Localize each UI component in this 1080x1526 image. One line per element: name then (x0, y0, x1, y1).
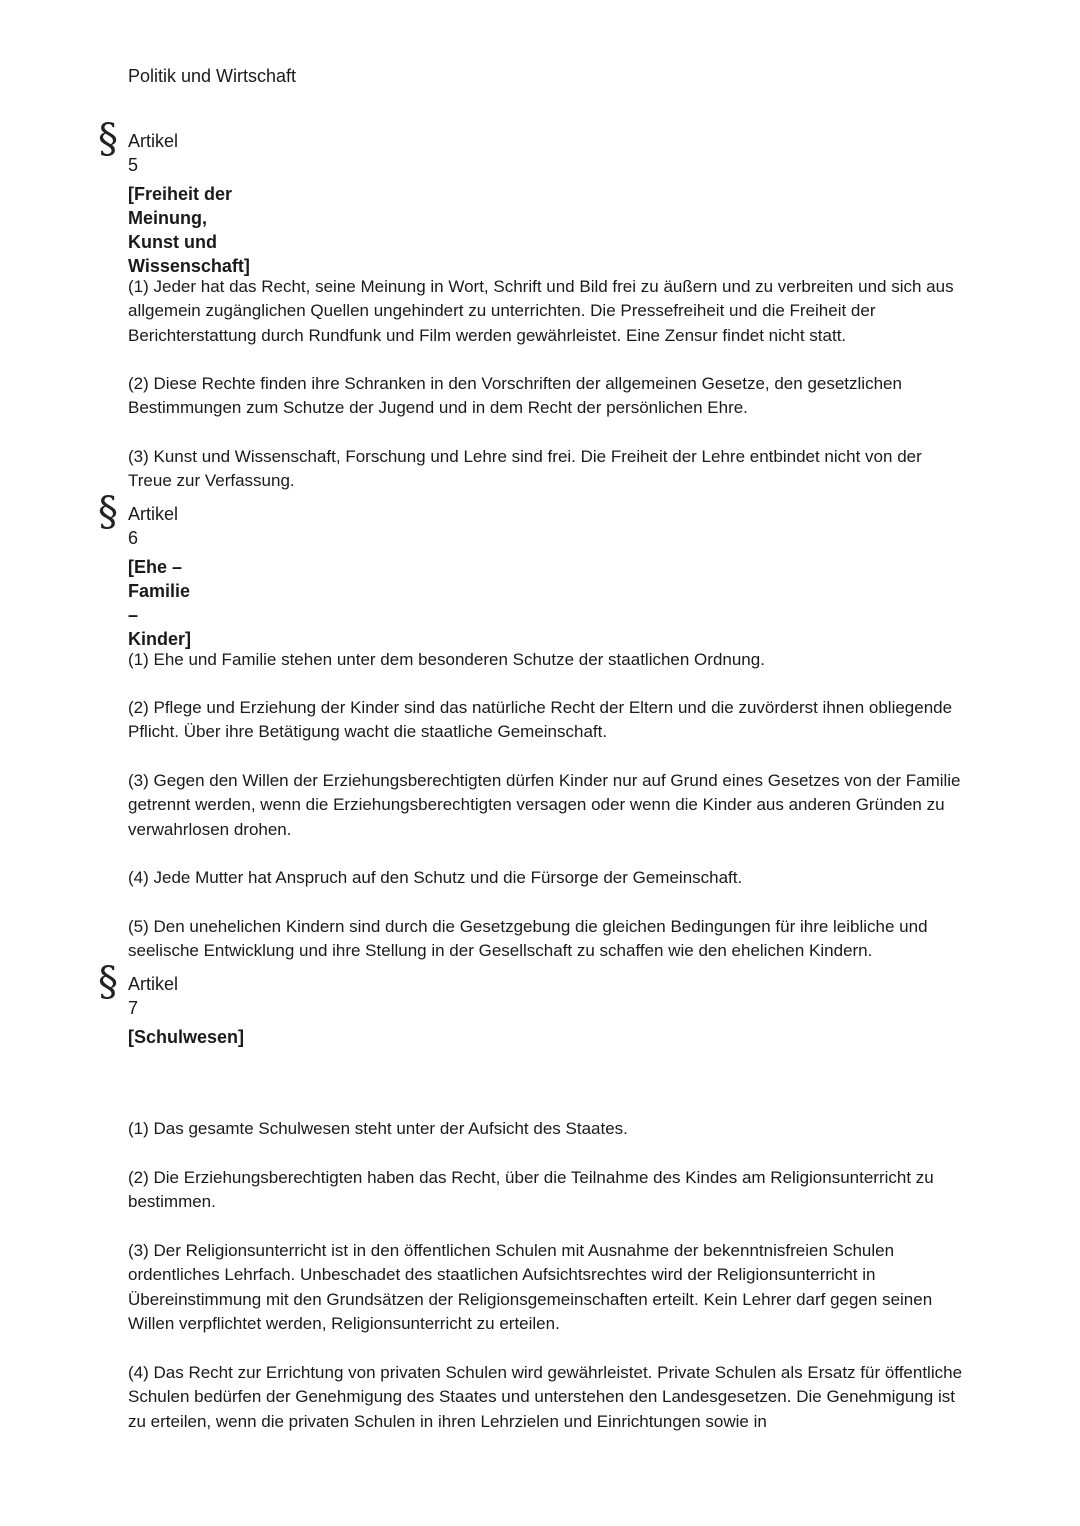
paragraph-sign-icon: § (98, 489, 118, 535)
article-6-paragraph-5: (5) Den unehelichen Kindern sind durch die Gesetzgebung die gleichen Bedingungen für ihre leibliche und seelische Entwicklung und ihre Stellung in der Gesellschaft zu schaffen wie den ehelichen Kindern. (128, 917, 928, 961)
article-6-paragraph-3: (3) Gegen den Willen der Erziehungsberechtigten dürfen Kinder nur auf Grund eines Gesetzes von der Familie getrennt werden, wenn die Erziehungsberechtigten versagen oder wenn die Kinder aus anderen Gründen zu verwahrlosen drohen. (128, 771, 961, 839)
article-7-paragraph-1: (1) Das gesamte Schulwesen steht unter der Aufsicht des Staates. (128, 1119, 628, 1138)
article-label: Artikel 6 (128, 504, 179, 548)
article-5-paragraph-3: (3) Kunst und Wissenschaft, Forschung und Lehre sind frei. Die Freiheit der Lehre entbindet nicht von der Treue zur Verfassung. (128, 447, 922, 491)
article-6-paragraph-1: (1) Ehe und Familie stehen unter dem besonderen Schutze der staatlichen Ordnung. (128, 650, 765, 669)
article-label: Artikel 7 (128, 974, 179, 1018)
article-6-paragraph-2: (2) Pflege und Erziehung der Kinder sind das natürliche Recht der Eltern und die zuvörderst ihnen obliegende Pflicht. Über ihre Betätigung wacht die staatliche Gemeinschaft. (128, 698, 953, 742)
paragraph-sign-icon: § (98, 959, 118, 1005)
article-title: [Schulwesen] (128, 1027, 245, 1047)
article-6-paragraph-4: (4) Jede Mutter hat Anspruch auf den Schutz und die Fürsorge der Gemeinschaft. (128, 868, 743, 887)
article-title: [Ehe – Familie – Kinder] (128, 557, 191, 649)
article-5-paragraph-2: (2) Diese Rechte finden ihre Schranken in den Vorschriften der allgemeinen Gesetze, den gesetzlichen Bestimmungen zum Schutze der Jugend und in dem Recht der persönlichen Ehre. (128, 374, 902, 418)
article-label: Artikel 5 (128, 131, 179, 175)
article-5-paragraph-1: (1) Jeder hat das Recht, seine Meinung in Wort, Schrift und Bild frei zu äußern und zu verbreiten und sich aus allgemein zugänglichen Quellen ungehindert zu unterrichten. Die Pressefreiheit und die Freiheit der Berichterstattung durch Rundfunk und Film werden gewährleistet. Eine Zensur findet nicht statt. (128, 277, 954, 345)
page-header-subject: Politik und Wirtschaft (128, 66, 297, 86)
article-7-paragraph-4: (4) Das Recht zur Errichtung von privaten Schulen wird gewährleistet. Private Schulen als Ersatz für öffentliche Schulen bedürfen der Genehmigung des Staates und unterstehen den Landesgesetzen. Die Genehmigung ist zu erteilen, wenn die privaten Schulen in ihren Lehrzielen und Einrichtungen sowie in (128, 1363, 963, 1431)
article-7-paragraph-3: (3) Der Religionsunterricht ist in den öffentlichen Schulen mit Ausnahme der bekenntnisfreien Schulen ordentliches Lehrfach. Unbeschadet des staatlichen Aufsichtsrechtes wird der Religionsunterricht in Übereinstimmung mit den Grundsätzen der Religionsgemeinschaften erteilt. Kein Lehrer darf gegen seinen Willen verpflichtet werden, Religionsunterricht zu erteilen. (128, 1241, 933, 1334)
article-title: [Freiheit der Meinung, Kunst und Wissenschaft] (128, 184, 250, 276)
article-7-paragraph-2: (2) Die Erziehungsberechtigten haben das Recht, über die Teilnahme des Kindes am Religionsunterricht zu bestimmen. (128, 1168, 934, 1212)
paragraph-sign-icon: § (98, 116, 118, 162)
